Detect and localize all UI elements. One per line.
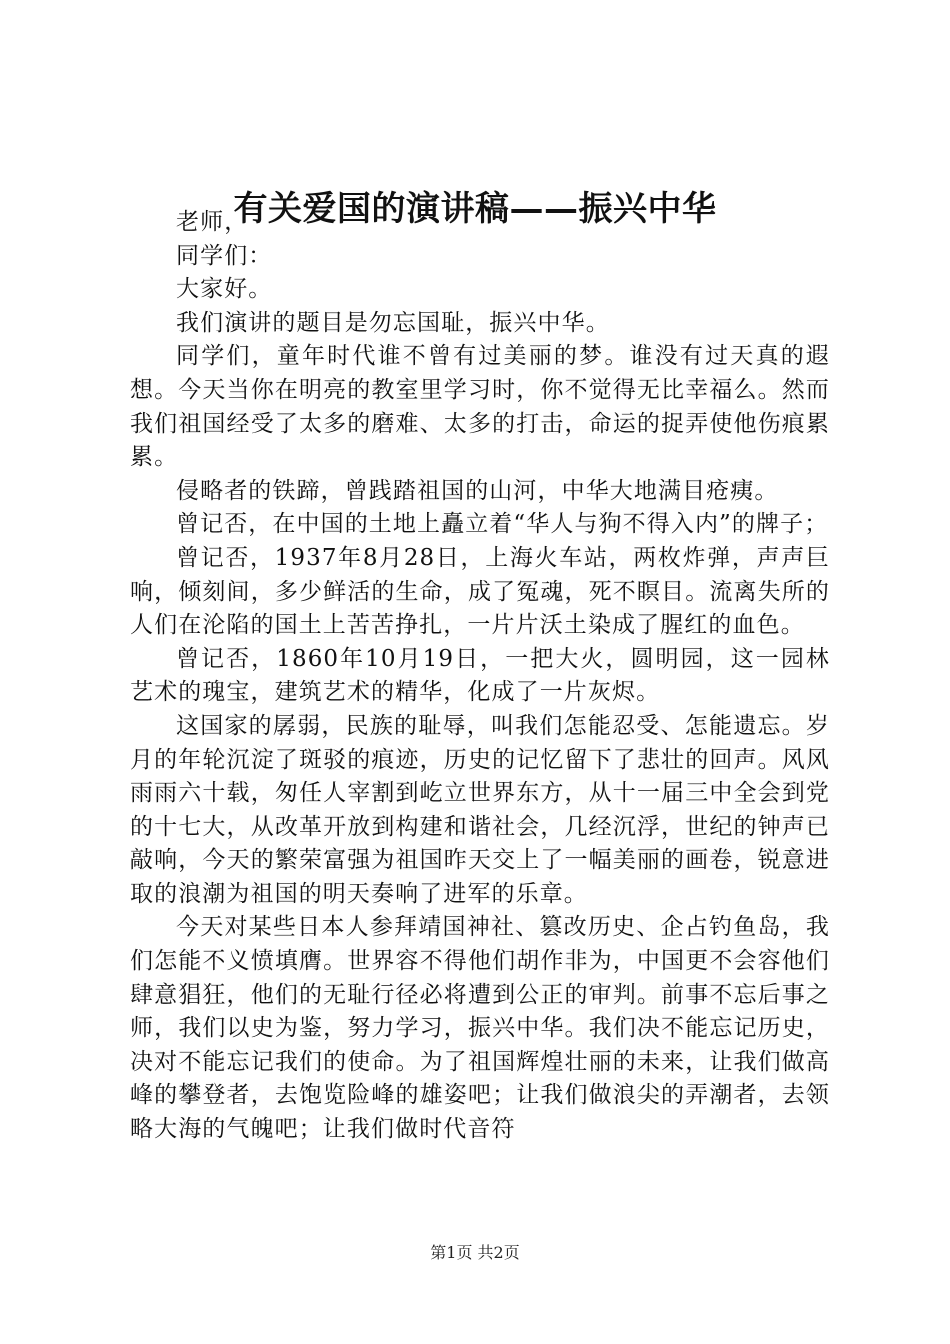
paragraph-sign: 曾记否，在中国的土地上矗立着“华人与狗不得入内”的牌子； (176, 511, 829, 538)
salutation-teachers: 老师， (176, 209, 249, 235)
greeting: 大家好。 (176, 276, 273, 303)
paragraph-humiliation: 这国家的孱弱，民族的耻辱，叫我们怎能忍受、怎能遗忘。岁月的年轮沉淀了斑驳的痕迹，历史的记忆留下了悲壮的回声。风风雨雨六十载，匆任人宰割到屹立世界东方，从十一届三中全会到党的十七大，从改革开放到构建和谐社会，几经沉浮，世纪的钟声已敲响，今天的繁荣富强为祖国昨天交上了一幅美丽的画卷，锐意进取的浪潮为祖国的明天奏响了进军的乐章。 (130, 712, 830, 907)
document-title: 有关爱国的演讲稿——振兴中华 (233, 189, 717, 229)
paragraph-topic: 我们演讲的题目是勿忘国耻，振兴中华。 (176, 309, 610, 336)
paragraph-1937: 曾记否，1937年8月28日，上海火车站，两枚炸弹，声声巨响，倾刻间，多少鲜活的生命，成了冤魂，死不瞑目。流离失所的人们在沦陷的国土上苦苦挣扎，一片片沃土染成了腥红的血色。 (130, 544, 830, 639)
paragraph-invaders: 侵略者的铁蹄，曾践踏祖国的山河，中华大地满目疮痍。 (176, 477, 779, 504)
paragraph-childhood: 同学们，童年时代谁不曾有过美丽的梦。谁没有过天真的遐想。今天当你在明亮的教室里学习时，你不觉得无比幸福么。然而我们祖国经受了太多的磨难、太多的打击，命运的捉弄使他伤痕累累。 (130, 343, 830, 471)
document-body (130, 206, 830, 1147)
salutation-students: 同学们： (176, 242, 273, 269)
paragraph-1860: 曾记否，1860年10月19日，一把大火，圆明园，这一园林艺术的瑰宝，建筑艺术的精华，化成了一片灰烬。 (130, 645, 830, 706)
paragraph-today: 今天对某些日本人参拜靖国神社、篡改历史、企占钓鱼岛，我们怎能不义愤填膺。世界容不得他们胡作非为，中国更不会容他们肆意猖狂，他们的无耻行径必将遭到公正的审判。前事不忘后事之师，我们以史为鉴，努力学习，振兴中华。我们决不能忘记历史，决对不能忘记我们的使命。为了祖国辉煌壮丽的未来，让我们做高峰的攀登者，去饱览险峰的雄姿吧；让我们做浪尖的弄潮者，去领略大海的气魄吧；让我们做时代音符 (130, 914, 830, 1143)
page-footer: 第1页 共2页 (430, 1243, 520, 1262)
